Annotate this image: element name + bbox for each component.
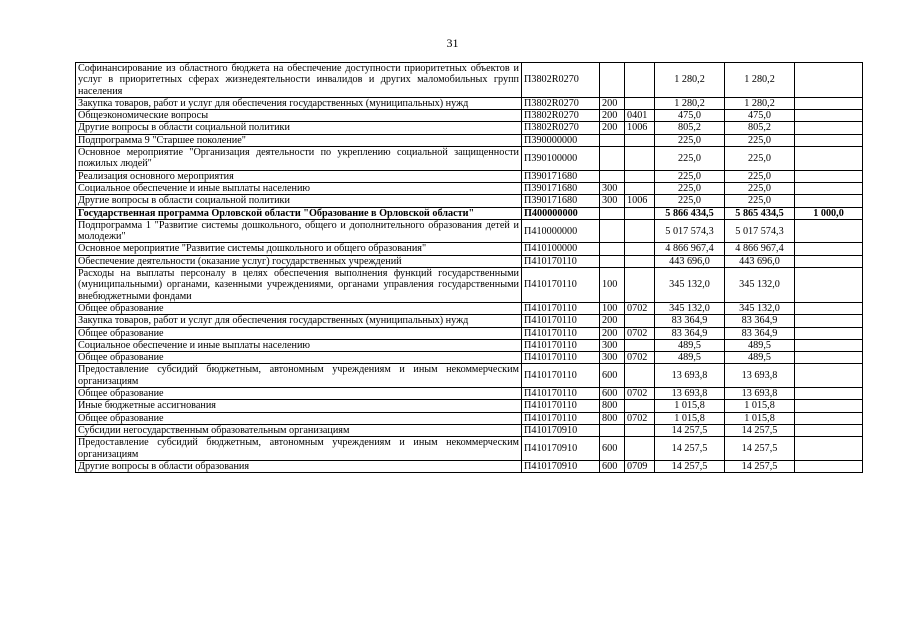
row-name: Расходы на выплаты персоналу в целях обеспечения выполнения функций государственными (муниципальными) органами, казенными учреждениями, органами управления государственными внебюджетными фондами xyxy=(76,268,522,303)
row-amount-total: 345 132,0 xyxy=(655,302,725,314)
row-expense-type xyxy=(600,424,625,436)
row-name: Иные бюджетные ассигнования xyxy=(76,400,522,412)
row-amount-regional: 14 257,5 xyxy=(725,460,795,472)
row-amount-total: 225,0 xyxy=(655,134,725,146)
row-amount-other xyxy=(795,63,863,98)
row-name: Предоставление субсидий бюджетным, автономным учреждениям и иным некоммерческим организациям xyxy=(76,364,522,388)
table-row xyxy=(76,97,863,109)
row-amount-total: 225,0 xyxy=(655,147,725,171)
table-row xyxy=(76,268,863,303)
row-target-code: П410170910 xyxy=(522,460,600,472)
row-name: Закупка товаров, работ и услуг для обеспечения государственных (муниципальных) нужд xyxy=(76,97,522,109)
row-section-code xyxy=(625,207,655,219)
row-amount-regional: 345 132,0 xyxy=(725,268,795,303)
row-amount-regional: 1 015,8 xyxy=(725,400,795,412)
row-name: Социальное обеспечение и иные выплаты населению xyxy=(76,182,522,194)
row-name: Подпрограмма 1 "Развитие системы дошкольного, общего и дополнительного образования детей и молодежи" xyxy=(76,219,522,243)
table-row xyxy=(76,243,863,255)
row-amount-total: 1 280,2 xyxy=(655,97,725,109)
row-expense-type: 100 xyxy=(600,268,625,303)
row-target-code: П410170110 xyxy=(522,400,600,412)
row-amount-regional: 345 132,0 xyxy=(725,302,795,314)
row-expense-type: 600 xyxy=(600,364,625,388)
row-expense-type: 300 xyxy=(600,339,625,351)
table-row xyxy=(76,400,863,412)
table-row xyxy=(76,219,863,243)
row-name: Софинансирование из областного бюджета на обеспечение доступности приоритетных объектов и услуг в приоритетных сферах жизнедеятельности инвалидов и других маломобильных групп населения xyxy=(76,63,522,98)
row-amount-regional: 805,2 xyxy=(725,122,795,134)
row-expense-type: 200 xyxy=(600,122,625,134)
row-amount-total: 14 257,5 xyxy=(655,424,725,436)
table-row xyxy=(76,460,863,472)
row-expense-type xyxy=(600,255,625,267)
table-row xyxy=(76,122,863,134)
row-amount-regional: 225,0 xyxy=(725,195,795,207)
row-amount-regional: 5 017 574,3 xyxy=(725,219,795,243)
row-section-code xyxy=(625,424,655,436)
row-amount-regional: 225,0 xyxy=(725,182,795,194)
row-amount-regional: 13 693,8 xyxy=(725,388,795,400)
row-target-code: П410170110 xyxy=(522,255,600,267)
row-name: Общее образование xyxy=(76,302,522,314)
row-section-code xyxy=(625,170,655,182)
row-name: Общее образование xyxy=(76,388,522,400)
row-amount-other xyxy=(795,400,863,412)
row-section-code xyxy=(625,219,655,243)
row-amount-regional: 4 866 967,4 xyxy=(725,243,795,255)
row-name: Предоставление субсидий бюджетным, автономным учреждениям и иным некоммерческим организациям xyxy=(76,437,522,461)
row-target-code: П3802R0270 xyxy=(522,63,600,98)
row-amount-total: 14 257,5 xyxy=(655,437,725,461)
row-amount-total: 1 280,2 xyxy=(655,63,725,98)
row-target-code: П410000000 xyxy=(522,219,600,243)
row-target-code: П410100000 xyxy=(522,243,600,255)
row-section-code xyxy=(625,364,655,388)
table-row xyxy=(76,255,863,267)
row-section-code xyxy=(625,63,655,98)
row-amount-other xyxy=(795,110,863,122)
row-target-code: П3802R0270 xyxy=(522,97,600,109)
row-target-code: П390171680 xyxy=(522,170,600,182)
row-section-code xyxy=(625,437,655,461)
row-amount-total: 475,0 xyxy=(655,110,725,122)
table-row xyxy=(76,339,863,351)
row-expense-type: 600 xyxy=(600,460,625,472)
row-amount-other xyxy=(795,255,863,267)
row-expense-type xyxy=(600,219,625,243)
row-target-code: П410170110 xyxy=(522,364,600,388)
table-row xyxy=(76,352,863,364)
row-name: Подпрограмма 9 "Старшее поколение" xyxy=(76,134,522,146)
table-row xyxy=(76,147,863,171)
table-row xyxy=(76,302,863,314)
row-section-code xyxy=(625,400,655,412)
row-amount-regional: 14 257,5 xyxy=(725,437,795,461)
row-amount-other: 1 000,0 xyxy=(795,207,863,219)
row-target-code: П3802R0270 xyxy=(522,122,600,134)
row-name: Другие вопросы в области социальной политики xyxy=(76,195,522,207)
row-amount-total: 345 132,0 xyxy=(655,268,725,303)
row-amount-other xyxy=(795,182,863,194)
row-amount-regional: 14 257,5 xyxy=(725,424,795,436)
budget-table xyxy=(75,62,863,473)
row-section-code xyxy=(625,255,655,267)
row-name: Общее образование xyxy=(76,412,522,424)
row-section-code: 0401 xyxy=(625,110,655,122)
row-target-code: П390000000 xyxy=(522,134,600,146)
row-amount-total: 83 364,9 xyxy=(655,327,725,339)
row-expense-type: 300 xyxy=(600,195,625,207)
row-section-code: 0702 xyxy=(625,302,655,314)
row-name: Общее образование xyxy=(76,327,522,339)
row-amount-other xyxy=(795,122,863,134)
row-target-code: П400000000 xyxy=(522,207,600,219)
row-name: Другие вопросы в области социальной политики xyxy=(76,122,522,134)
table-row xyxy=(76,110,863,122)
table-row xyxy=(76,364,863,388)
row-amount-total: 1 015,8 xyxy=(655,412,725,424)
row-amount-other xyxy=(795,195,863,207)
row-amount-regional: 225,0 xyxy=(725,147,795,171)
row-name: Обеспечение деятельности (оказание услуг) государственных учреждений xyxy=(76,255,522,267)
row-expense-type: 200 xyxy=(600,97,625,109)
row-amount-total: 489,5 xyxy=(655,352,725,364)
row-section-code xyxy=(625,134,655,146)
row-amount-total: 4 866 967,4 xyxy=(655,243,725,255)
row-target-code: П410170110 xyxy=(522,339,600,351)
table-row xyxy=(76,195,863,207)
row-amount-other xyxy=(795,315,863,327)
row-amount-total: 5 017 574,3 xyxy=(655,219,725,243)
row-expense-type: 200 xyxy=(600,110,625,122)
table-row xyxy=(76,327,863,339)
row-amount-total: 225,0 xyxy=(655,170,725,182)
row-name: Другие вопросы в области образования xyxy=(76,460,522,472)
row-amount-regional: 5 865 434,5 xyxy=(725,207,795,219)
row-target-code: П410170110 xyxy=(522,388,600,400)
row-expense-type: 300 xyxy=(600,182,625,194)
row-target-code: П410170910 xyxy=(522,437,600,461)
budget-table-body xyxy=(76,63,863,473)
row-target-code: П3802R0270 xyxy=(522,110,600,122)
row-section-code xyxy=(625,243,655,255)
row-name: Социальное обеспечение и иные выплаты населению xyxy=(76,339,522,351)
row-name: Общее образование xyxy=(76,352,522,364)
row-section-code xyxy=(625,97,655,109)
row-target-code: П390100000 xyxy=(522,147,600,171)
row-amount-regional: 1 280,2 xyxy=(725,63,795,98)
row-target-code: П410170110 xyxy=(522,327,600,339)
row-expense-type: 100 xyxy=(600,302,625,314)
row-amount-other xyxy=(795,437,863,461)
table-row xyxy=(76,63,863,98)
row-amount-other xyxy=(795,339,863,351)
row-target-code: П410170110 xyxy=(522,412,600,424)
row-amount-total: 805,2 xyxy=(655,122,725,134)
row-section-code xyxy=(625,268,655,303)
row-section-code xyxy=(625,182,655,194)
row-amount-other xyxy=(795,424,863,436)
row-section-code: 0702 xyxy=(625,388,655,400)
row-amount-other xyxy=(795,412,863,424)
row-target-code: П410170110 xyxy=(522,315,600,327)
row-amount-total: 13 693,8 xyxy=(655,388,725,400)
row-section-code: 0702 xyxy=(625,352,655,364)
row-expense-type xyxy=(600,170,625,182)
row-target-code: П390171680 xyxy=(522,195,600,207)
table-row xyxy=(76,170,863,182)
row-name: Реализация основного мероприятия xyxy=(76,170,522,182)
row-expense-type xyxy=(600,63,625,98)
row-section-code xyxy=(625,339,655,351)
row-expense-type: 800 xyxy=(600,412,625,424)
row-expense-type xyxy=(600,243,625,255)
table-row xyxy=(76,424,863,436)
row-amount-other xyxy=(795,97,863,109)
row-amount-regional: 489,5 xyxy=(725,352,795,364)
row-expense-type: 600 xyxy=(600,388,625,400)
row-section-code: 1006 xyxy=(625,195,655,207)
row-amount-other xyxy=(795,147,863,171)
row-amount-other xyxy=(795,364,863,388)
row-amount-regional: 225,0 xyxy=(725,170,795,182)
row-amount-other xyxy=(795,460,863,472)
row-expense-type xyxy=(600,134,625,146)
row-amount-regional: 225,0 xyxy=(725,134,795,146)
row-target-code: П410170110 xyxy=(522,352,600,364)
row-section-code: 1006 xyxy=(625,122,655,134)
page-number: 31 xyxy=(446,36,459,50)
row-name: Закупка товаров, работ и услуг для обеспечения государственных (муниципальных) нужд xyxy=(76,315,522,327)
table-row xyxy=(76,207,863,219)
table-row xyxy=(76,388,863,400)
row-section-code xyxy=(625,147,655,171)
row-name: Основное мероприятие "Организация деятельности по укреплению социальной защищенности пожилых людей" xyxy=(76,147,522,171)
row-amount-total: 225,0 xyxy=(655,182,725,194)
row-amount-total: 13 693,8 xyxy=(655,364,725,388)
row-amount-other xyxy=(795,243,863,255)
row-amount-total: 83 364,9 xyxy=(655,315,725,327)
row-amount-other xyxy=(795,388,863,400)
row-expense-type xyxy=(600,207,625,219)
row-target-code: П410170910 xyxy=(522,424,600,436)
row-section-code: 0709 xyxy=(625,460,655,472)
row-expense-type: 600 xyxy=(600,437,625,461)
row-target-code: П410170110 xyxy=(522,268,600,303)
row-expense-type: 800 xyxy=(600,400,625,412)
row-amount-regional: 475,0 xyxy=(725,110,795,122)
table-row xyxy=(76,437,863,461)
row-amount-total: 489,5 xyxy=(655,339,725,351)
row-amount-regional: 1 015,8 xyxy=(725,412,795,424)
row-amount-other xyxy=(795,219,863,243)
row-name: Общеэкономические вопросы xyxy=(76,110,522,122)
row-amount-total: 5 866 434,5 xyxy=(655,207,725,219)
row-section-code: 0702 xyxy=(625,412,655,424)
row-name: Государственная программа Орловской области "Образование в Орловской области" xyxy=(76,207,522,219)
row-amount-other xyxy=(795,302,863,314)
row-amount-regional: 443 696,0 xyxy=(725,255,795,267)
row-section-code: 0702 xyxy=(625,327,655,339)
row-amount-other xyxy=(795,170,863,182)
row-expense-type xyxy=(600,147,625,171)
row-expense-type: 200 xyxy=(600,327,625,339)
row-amount-other xyxy=(795,352,863,364)
row-amount-other xyxy=(795,268,863,303)
row-name: Основное мероприятие "Развитие системы дошкольного и общего образования" xyxy=(76,243,522,255)
row-amount-total: 14 257,5 xyxy=(655,460,725,472)
table-row xyxy=(76,315,863,327)
row-target-code: П390171680 xyxy=(522,182,600,194)
row-expense-type: 300 xyxy=(600,352,625,364)
row-amount-regional: 1 280,2 xyxy=(725,97,795,109)
table-row xyxy=(76,412,863,424)
row-amount-regional: 13 693,8 xyxy=(725,364,795,388)
row-amount-other xyxy=(795,134,863,146)
row-amount-other xyxy=(795,327,863,339)
row-amount-total: 443 696,0 xyxy=(655,255,725,267)
row-name: Субсидии негосударственным образовательным организациям xyxy=(76,424,522,436)
table-row xyxy=(76,134,863,146)
row-expense-type: 200 xyxy=(600,315,625,327)
row-amount-regional: 83 364,9 xyxy=(725,315,795,327)
row-amount-regional: 489,5 xyxy=(725,339,795,351)
row-amount-total: 1 015,8 xyxy=(655,400,725,412)
table-row xyxy=(76,182,863,194)
row-target-code: П410170110 xyxy=(522,302,600,314)
row-section-code xyxy=(625,315,655,327)
row-amount-total: 225,0 xyxy=(655,195,725,207)
row-amount-regional: 83 364,9 xyxy=(725,327,795,339)
